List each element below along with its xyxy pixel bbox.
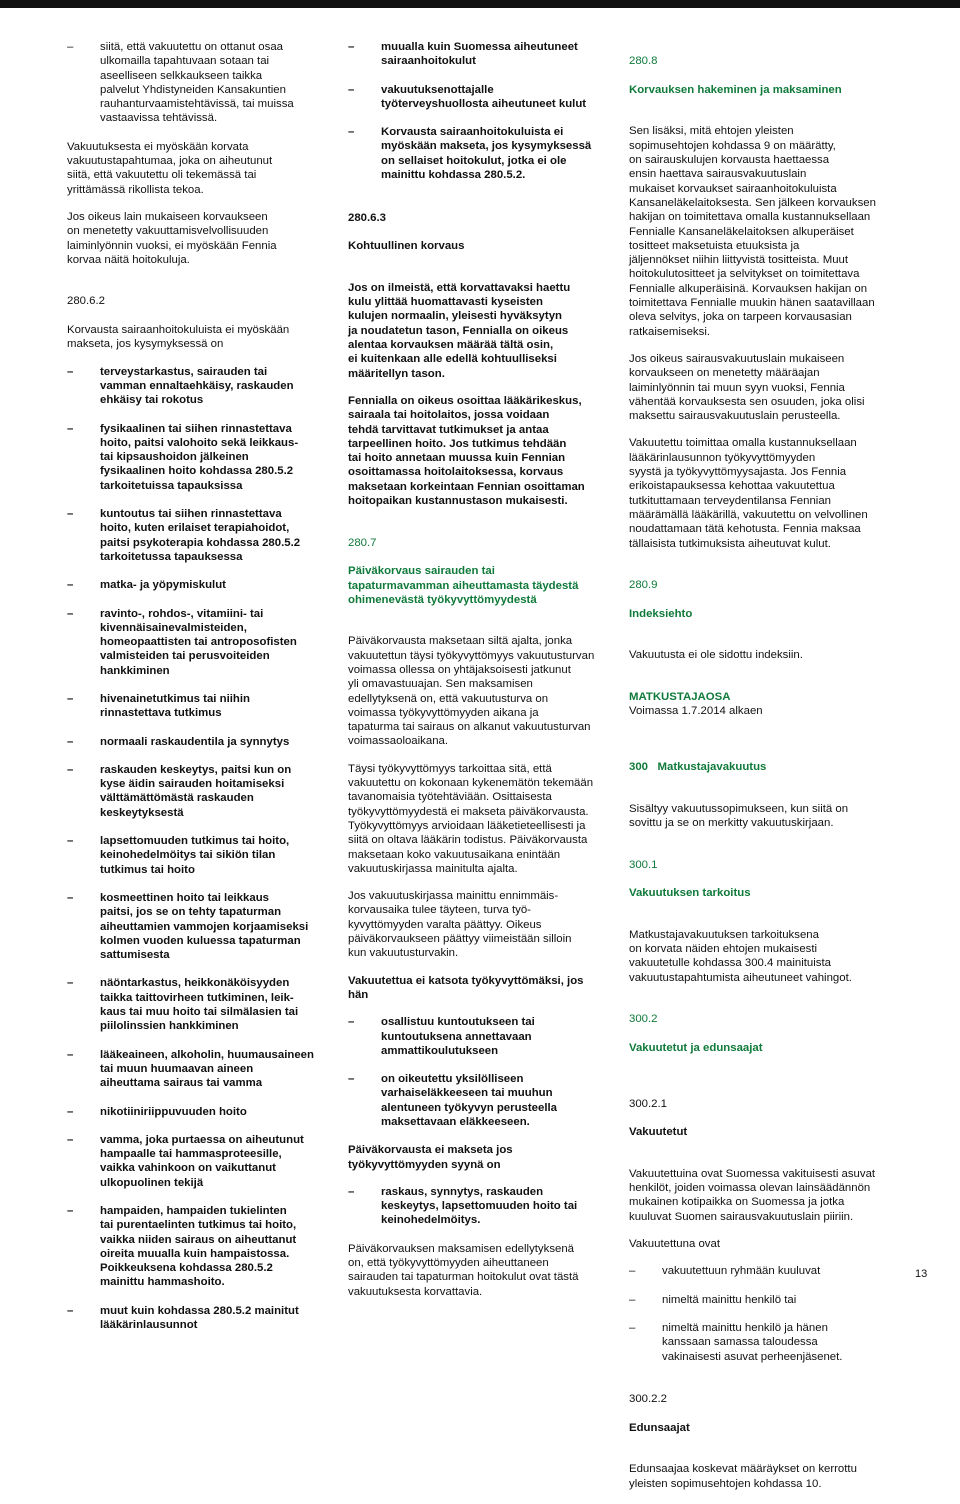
paragraph: Sen lisäksi, mitä ehtojen yleisten sopimusehtojen kohdassa 9 on määrätty, on sairauskulujen korvausta haettaessa ensin haettava sairausvakuutuslain mukaiset korvaukset sairaanhoitokuluista Kansaneläkelaitoksesta. Sen jälkeen korvauksen hakijan on toimitettava omalla kustannuksellaan Fennialle Kansaneläkelaitoksen alkuperäiset tositteet maksetuista etuuksista ja jäljennökset niihin liittyvistä tositteista. Muut hoitokulutositteet ja selvitykset on toimitettava Fennialle alkuperäisinä. Korvauksen hakijan on toimitettava Fennialle muukin hänen saatavillaan oleva selvitys, joka on tarpeen korvausasian ratkaisemiseksi. xyxy=(629,125,876,338)
column-1 xyxy=(67,40,335,1346)
section-heading: 300 Matkustajavakuutus xyxy=(629,761,767,774)
list-item: – kuntoutus tai siihen rinnastettava hoito, kuten erilaiset terapiahoidot, paitsi psykoterapia kohdassa 280.5.2 tarkoitetussa tapauksessa xyxy=(67,508,301,563)
list-item: – ravinto-, rohdos-, vitamiini- tai kivennäisainevalmisteiden, homeopaattisten tai antroposofisten valmisteiden tai perusvoiteiden hankkiminen xyxy=(67,607,297,677)
section-heading: 280.8 Korvauksen hakeminen ja maksaminen xyxy=(629,55,842,96)
list-item: – on oikeutettu yksilölliseen varhaiseläkkeeseen tai muuhun alentuneen työkyvyn perusteella maksettavaan eläkkeeseen. xyxy=(348,1073,557,1128)
section-heading: 280.6.3 Kohtuullinen korvaus xyxy=(348,211,465,253)
list-item: – siitä, että vakuutettu on ottanut osaa ulkomailla tapahtuvaan sotaan tai aseelliseen selkkaukseen taikka palvelut Yhdistyneiden Kansakuntien rauhanturvaamistehtävissä, tai muissa vastaavissa tehtävissä. xyxy=(67,41,294,125)
list-item: – normaali raskaudentila ja synnytys xyxy=(67,735,290,748)
subsection-heading: 300.2.1 Vakuutetut xyxy=(629,1097,688,1139)
paragraph: Jos oikeus sairausvakuutuslain mukaiseen korvaukseen on menetetty määräajan laiminlyönnin tai muun syyn vuoksi, Fennia vähentää korvauksesta sen osuuden, joka olisi maksettu sairausvakuutuslain perusteella. xyxy=(629,352,865,423)
paragraph: Matkustajavakuutuksen tarkoituksena on korvata näiden ehtojen mukaisesti vakuutetulle kohdassa 300.4 mainituista vakuutustapahtumista aiheutuneet vahingot. xyxy=(629,928,852,984)
list-item: – näöntarkastus, heikkonäköisyyden taikka taittovirheen tutkiminen, leik- kaus tai muu hoito tai silmälasien tai piilolinssien hankkiminen xyxy=(67,977,299,1033)
section-heading: 300.2 Vakuutetut ja edunsaajat xyxy=(629,1013,763,1054)
exclusion-list-3 xyxy=(348,40,616,182)
part-heading: MATKUSTAJAOSA Voimassa 1.7.2014 alkaen xyxy=(629,690,763,718)
list-item: – lääkeaineen, alkoholin, huumausaineen tai muun huumaavan aineen aiheuttama sairaus tai vamma xyxy=(67,1048,314,1090)
list-item: – hivenainetutkimus tai niihin rinnastettava tutkimus xyxy=(67,692,250,720)
section-heading: 280.9 Indeksiehto xyxy=(629,579,693,620)
list-item: – osallistuu kuntoutukseen tai kuntoutuksena annettavaan ammattikoulutukseen xyxy=(348,1016,535,1057)
page-number: 13 xyxy=(915,1268,928,1280)
column-2 xyxy=(348,40,616,1312)
paragraph: Vakuutettuna ovat xyxy=(629,1238,720,1251)
paragraph: Vakuutuksesta ei myöskään korvata vakuutustapahtumaa, joka on aiheutunut siitä, että vakuutettu oli tekemässä tai yrittämässä rikollista tekoa. xyxy=(67,140,273,196)
list-item: – raskauden keskeytys, paitsi kun on kyse äidin sairauden hoitamiseksi välttämättömästä raskauden keskeytyksestä xyxy=(67,763,292,819)
top-rule xyxy=(0,0,960,8)
paragraph: Jos on ilmeistä, että korvattavaksi haettu kulu ylittää huomattavasti kyseisten kulujen normaalin, yleisesti hyväksytyn ja noudatetun tason, Fennialla on oikeus alentaa korvauksen määrää tältä osin, ei kuitenkaan alle edellä kohtuulliseksi määritellyn tason. xyxy=(348,281,571,380)
paragraph: Päiväkorvausta ei makseta jos työkyvyttömyyden syynä on xyxy=(348,1144,513,1171)
list-item: – Korvausta sairaanhoitokuluista ei myöskään makseta, jos kysymyksessä on sellaiset hoitokulut, jotka ei ole mainittu kohdassa 280.5.2. xyxy=(348,126,592,182)
list-item: – terveystarkastus, sairauden tai vamman ennaltaehkäisy, raskauden ehkäisy tai rokotus xyxy=(67,365,294,407)
paragraph: Fennialla on oikeus osoittaa lääkärikeskus, sairaala tai hoitolaitos, jossa voidaan tehdä tarvittavat tutkimukset ja antaa tarpeellinen hoito. Jos tutkimus tehdään tai hoito annetaan muussa kuin Fennian osoittamassa hoitolaitoksessa, korvaus maksetaan korkeintaan Fennian osoittaman hoitopaikan kustannustason mukaisesti. xyxy=(348,394,585,508)
paragraph: Sisältyy vakuutussopimukseen, kun siitä on sovittu ja se on merkitty vakuutuskirjaan. xyxy=(629,802,849,829)
paragraph: Edunsaajaa koskevat määräykset on kerrottu yleisten sopimusehtojen kohdassa 10. xyxy=(629,1463,857,1490)
dash-bullet: – xyxy=(67,41,74,53)
paragraph: Vakuutettu toimittaa omalla kustannuksellaan lääkärinlausunnon työkyvyttömyyden syystä ja työkyvyttömyysajasta. Jos Fennia erikoistapauksessa kehottaa vakuutettua tutkituttamaan terveydentilansa Fennian määrämällä lääkärillä, vakuutettu on velvollinen noudattamaan tätä kehotusta. Fennia maksaa tällaisista tutkimuksista aiheutuvat kulut. xyxy=(629,437,868,550)
list-item: – vakuutuksenottajalle työterveyshuollosta aiheutuneet kulut xyxy=(348,83,587,110)
list-item: – lapsettomuuden tutkimus tai hoito, keinohedelmöitys tai sikiön tilan tutkimus tai hoito xyxy=(67,835,290,876)
section-heading: 280.6.2 Korvausta sairaanhoitokuluista ei myöskään makseta, jos kysymyksessä on xyxy=(67,295,290,351)
subsection-heading: 300.2.2 Edunsaajat xyxy=(629,1393,690,1434)
list-item: – nimeltä mainittu henkilö tai xyxy=(629,1293,797,1306)
list-item: – kosmeettinen hoito tai leikkaus paitsi, jos se on tehty tapaturman aiheuttamien vammojen korjaamiseksi kolmen vuoden kuluessa tapaturman sattumisesta xyxy=(67,891,309,962)
exclusion-list-2 xyxy=(67,365,335,1333)
list-item: – nimeltä mainittu henkilö ja hänen kanssaan samassa taloudessa vakinaisesti asuvat perheenjäsenet. xyxy=(629,1321,843,1363)
paragraph: Vakuutettua ei katsota työkyvyttömäksi, jos hän xyxy=(348,974,584,1001)
insured-list xyxy=(629,1264,894,1363)
list-item: – nikotiiniriippuvuuden hoito xyxy=(67,1105,247,1118)
paragraph: Jos vakuutuskirjassa mainittu ennimmäis- korvausaika tulee täyteen, turva työ- kyvyttömyyden varalta päättyy. Oikeus päiväkorvaukseen päättyy viimeistään silloin kun vakuutusturvakin. xyxy=(348,890,572,960)
list-item: – muualla kuin Suomessa aiheutuneet sairaanhoitokulut xyxy=(348,41,578,68)
paragraph: Päiväkorvausta maksetaan siltä ajalta, jonka vakuutettun täysi työkyvyttömyys vakuutusturvan voimassa ollessa on yhtäjaksoisesti jatkunut yli omavastuuajan. Sen maksamisen edellytyksenä on, että vakuutusturva on voimassa työkyvyttömyyden aikana ja tapaturma tai sairaus on alkanut vakuutusturvan voimassaoloaikana. xyxy=(348,635,595,748)
list-item: – matka- ja yöpymiskulut xyxy=(67,579,226,592)
list-item: – hampaiden, hampaiden tukielinten tai purentaelinten tutkimus tai hoito, vaikka niiden sairaus on aiheuttanut oireita muualla kuin hampaistossa. Poikkeuksena kohdassa 280.5.2 mainittu hammashoito. xyxy=(67,1205,297,1289)
reason-list xyxy=(348,1185,616,1228)
list-item: – fysikaalinen tai siihen rinnastettava hoito, paitsi valohoito sekä leikkaus- tai kipsaushoidon jälkeinen fysikaalinen hoito kohdassa 280.5.2 tarkoitetuissa tapauksissa xyxy=(67,422,299,492)
list-item: – raskaus, synnytys, raskauden keskeytys, lapsettomuuden hoito tai keinohedelmöitys. xyxy=(348,1185,578,1227)
section-heading: 280.7 Päiväkorvaus sairauden tai tapaturmavamman aiheuttamasta täydestä ohimenevästä työkyvyttömyydestä xyxy=(348,536,579,606)
section-heading: 300.1 Vakuutuksen tarkoitus xyxy=(629,858,751,900)
paragraph: Vakuutettuina ovat Suomessa vakituisesti asuvat henkilöt, joiden voimassa olevan lainsäädännön mukainen kotipaikka on Suomessa ja jotka kuuluvat Suomen sairausvakuutuslain piiriin. xyxy=(629,1167,876,1223)
exclusion-list-1 xyxy=(67,40,335,126)
paragraph: Päiväkorvauksen maksamisen edellytyksenä on, että työkyvyttömyyden aiheuttaneen sairauden tai tapaturman hoitokulut ovat tästä vakuutuksesta korvattavia. xyxy=(348,1242,579,1298)
column-3 xyxy=(629,40,894,1504)
condition-list xyxy=(348,1015,616,1129)
list-item: – vakuutettuun ryhmään kuuluvat xyxy=(629,1265,821,1278)
paragraph: Vakuutusta ei ole sidottu indeksiin. xyxy=(629,649,803,662)
paragraph: Jos oikeus lain mukaiseen korvaukseen on menetetty vakuuttamisvelvollisuuden laiminlyönnin vuoksi, ei myöskään Fennia korvaa näitä hoitokuluja. xyxy=(67,210,277,266)
paragraph: Täysi työkyvyttömyys tarkoittaa sitä, että vakuutettu on kokonaan kykenemätön tekemään tavanomaisia työtehtäviään. Osittaisesta työkyvyttömyydestä ei makseta päiväkorvausta. Työkyvyttömyys arvioidaan lääketieteellisesti ja siitä on oltava lääkärin todistus. Päiväkorvausta maksetaan koko vakuutusaikana enintään vakuutuskirjassa mainitulta ajalta. xyxy=(348,762,594,875)
list-item: – muut kuin kohdassa 280.5.2 mainitut lääkärinlausunnot xyxy=(67,1304,299,1332)
list-item: – vamma, joka purtaessa on aiheutunut hampaalle tai hammasproteesille, vaikka vahinkoon on vaikuttanut ulkopuolinen tekijä xyxy=(67,1133,304,1189)
